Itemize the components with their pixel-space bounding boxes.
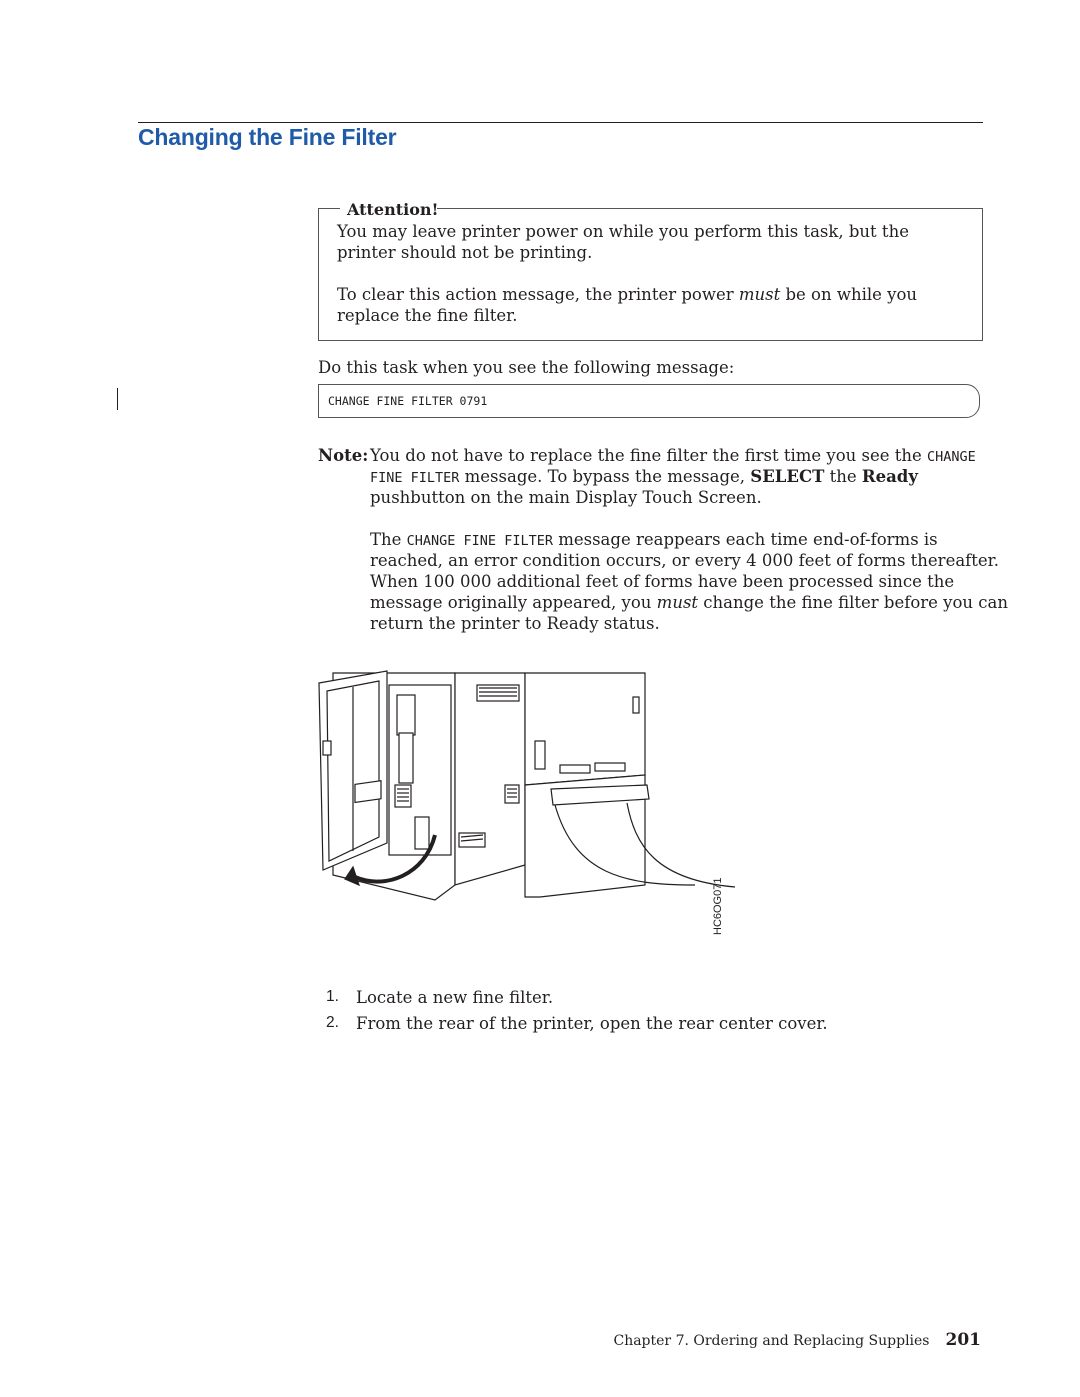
printer-illustration — [315, 665, 755, 965]
note-para2-line-2: reached, an error condition occurs, or every 4 000 feet of forms thereafter. — [370, 551, 999, 570]
step-2-text: From the rear of the printer, open the rear center cover. — [356, 1014, 828, 1033]
attention-para-2: To clear this action message, the printer power must be on while you replace the fine filter. — [337, 285, 918, 325]
note-para2-line-5: return the printer to Ready status. — [370, 614, 660, 633]
message-code: CHANGE FINE FILTER 0791 — [328, 394, 488, 408]
note-para2-line-3: When 100 000 additional feet of forms have been processed since the — [370, 572, 955, 591]
intro-text: Do this task when you see the following message: — [318, 358, 735, 377]
page-title: Changing the Fine Filter — [138, 124, 397, 150]
figure-id: HC6OG071 — [712, 877, 724, 935]
note-para2-line-4: message originally appeared, you must change the fine filter before you can — [370, 593, 1009, 612]
note-line-3: pushbutton on the main Display Touch Screen. — [370, 488, 762, 507]
attention-label: Attention! — [347, 200, 439, 219]
page-footer — [600, 1330, 981, 1350]
note-label: Note: — [318, 446, 369, 465]
step-1-text: Locate a new fine filter. — [356, 988, 554, 1007]
top-rule — [138, 122, 983, 123]
attention-para-1: You may leave printer power on while you perform this task, but the printer should not be printing. — [337, 222, 909, 262]
note-line-2: FINE FILTER message. To bypass the message, SELECT the Ready — [370, 467, 918, 486]
step-1-number: 1. — [326, 988, 339, 1005]
footer-chapter: Chapter 7. Ordering and Replacing Supplies — [613, 1333, 930, 1349]
note-line-1: You do not have to replace the fine filter the first time you see the CHANGE — [370, 446, 976, 465]
change-bar — [117, 388, 118, 410]
page-number: 201 — [945, 1330, 981, 1350]
note-para2-line-1: The CHANGE FINE FILTER message reappears each time end-of-forms is — [370, 530, 938, 549]
step-2-number: 2. — [326, 1014, 339, 1031]
